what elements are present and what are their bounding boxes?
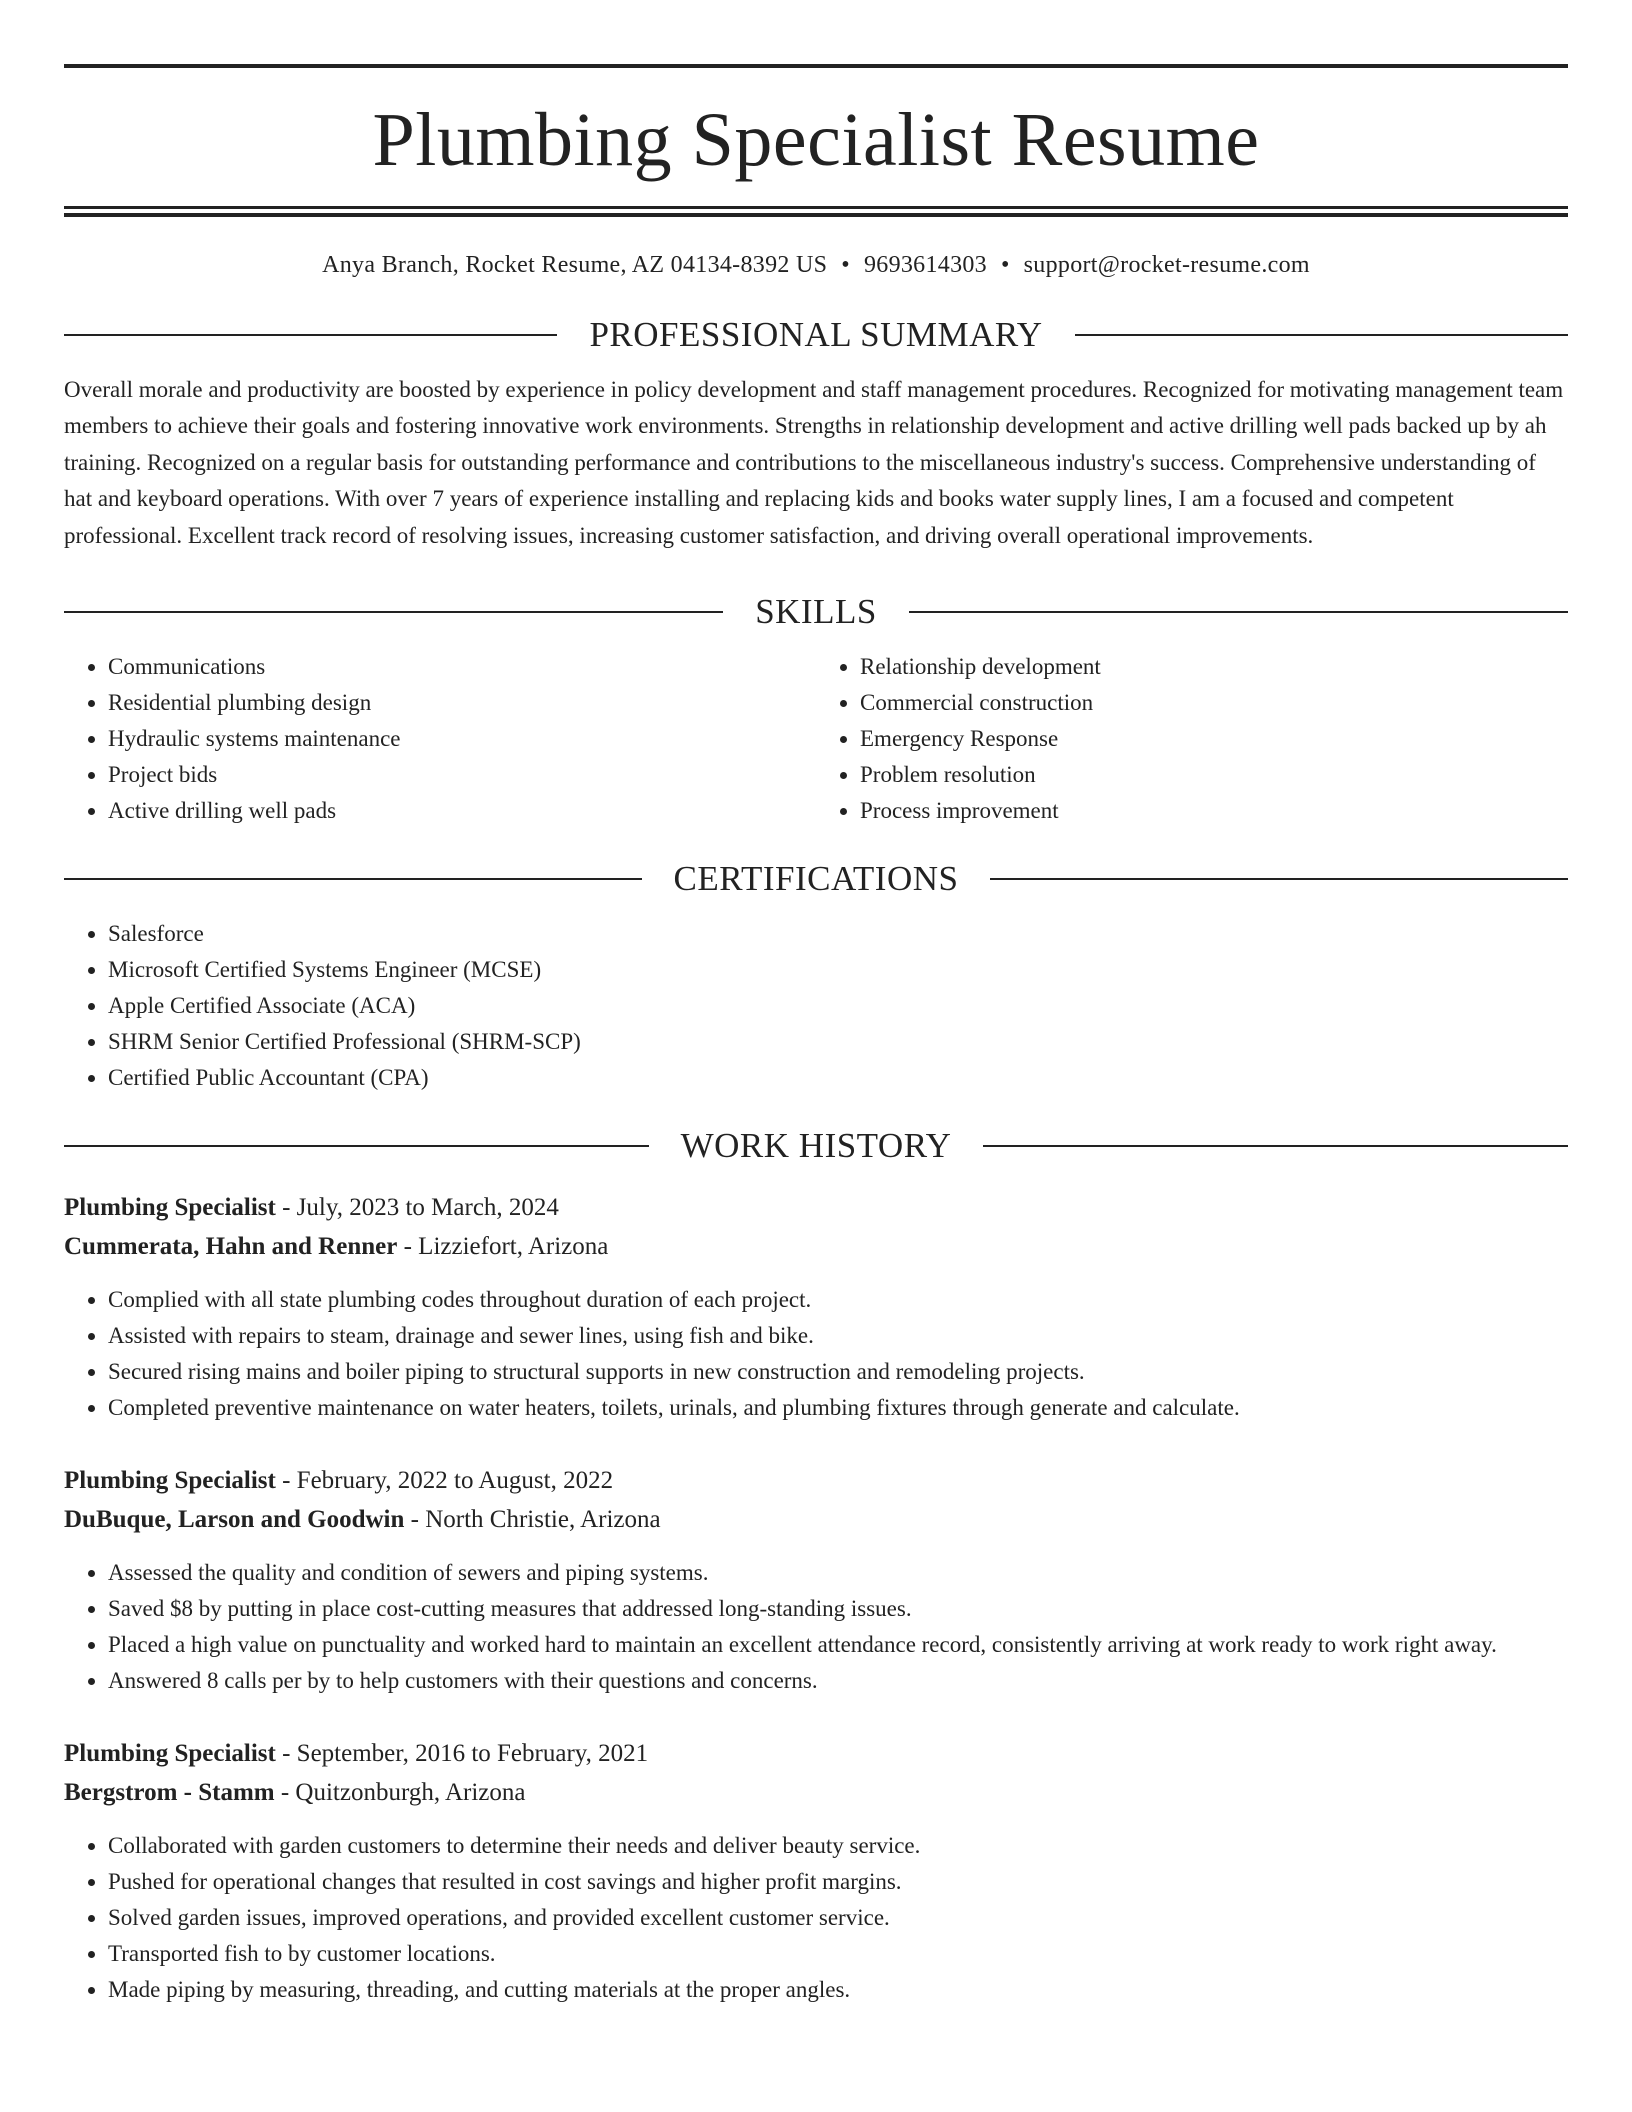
work-history-heading-label: WORK HISTORY xyxy=(680,1126,952,1166)
skill-item: • Emergency Response xyxy=(860,721,1568,757)
heading-rule-right xyxy=(983,1145,1568,1147)
top-rule xyxy=(64,64,1568,68)
job-bullet: • Made piping by measuring, threading, and cutting materials at the proper angles. xyxy=(108,1972,1568,2008)
job-bullet: • Complied with all state plumbing codes throughout duration of each project. xyxy=(108,1282,1568,1318)
skill-item: • Problem resolution xyxy=(860,757,1568,793)
job-dates: - February, 2022 to August, 2022 xyxy=(275,1467,614,1495)
job-title-line xyxy=(64,1189,1568,1228)
summary-heading-label: PROFESSIONAL SUMMARY xyxy=(589,315,1043,354)
skills-heading xyxy=(64,592,1568,632)
job-entry xyxy=(64,1735,1568,2008)
contact-phone: 9693614303 xyxy=(863,252,987,278)
certification-item: • Certified Public Accountant (CPA) xyxy=(108,1060,1568,1096)
job-entry xyxy=(64,1462,1568,1699)
heading-rule-right xyxy=(909,611,1568,613)
job-dates: - July, 2023 to March, 2024 xyxy=(275,1194,559,1222)
contact-separator: • xyxy=(841,252,850,278)
skill-item: • Active drilling well pads xyxy=(108,793,816,829)
certification-item: • Microsoft Certified Systems Engineer (MCSE) xyxy=(108,952,1568,988)
contact-email: support@rocket-resume.com xyxy=(1023,252,1310,278)
job-title: Plumbing Specialist xyxy=(64,1740,276,1768)
resume-title: Plumbing Specialist Resume xyxy=(372,98,1260,182)
job-bullet: • Assisted with repairs to steam, drainage and sewer lines, using fish and bike. xyxy=(108,1318,1568,1354)
job-bullet: • Solved garden issues, improved operations, and provided excellent customer service. xyxy=(108,1900,1568,1936)
heading-rule-right xyxy=(1075,334,1568,336)
job-company-line xyxy=(64,1774,1568,1813)
skills-list xyxy=(64,649,1568,829)
heading-rule-left xyxy=(64,334,557,336)
job-company: Cummerata, Hahn and Renner xyxy=(64,1232,398,1260)
job-bullet: • Answered 8 calls per by to help customers with their questions and concerns. xyxy=(108,1663,1568,1699)
job-bullet: • Saved $8 by putting in place cost-cutting measures that addressed long-standing issues. xyxy=(108,1591,1568,1627)
job-bullet: • Collaborated with garden customers to determine their needs and deliver beauty service. xyxy=(108,1828,1568,1864)
job-title: Plumbing Specialist xyxy=(64,1467,276,1495)
skill-item: • Communications xyxy=(108,649,816,685)
job-bullets xyxy=(64,1282,1568,1426)
job-dates: - September, 2016 to February, 2021 xyxy=(275,1740,649,1768)
skill-item: • Commercial construction xyxy=(860,685,1568,721)
job-company-line xyxy=(64,1228,1568,1267)
job-bullet: • Completed preventive maintenance on water heaters, toilets, urinals, and plumbing fixtures through generate and calculate. xyxy=(108,1390,1568,1426)
job-title-line xyxy=(64,1462,1568,1501)
contact-address: Anya Branch, Rocket Resume, AZ 04134-8392 US xyxy=(322,252,828,278)
skill-item: • Project bids xyxy=(108,757,816,793)
job-location: - Lizziefort, Arizona xyxy=(397,1232,609,1260)
job-bullet: • Placed a high value on punctuality and worked hard to maintain an excellent attendance record, consistently arriving at work ready to work right away. xyxy=(108,1627,1568,1663)
job-bullets xyxy=(64,1555,1568,1699)
job-bullet: • Assessed the quality and condition of sewers and piping systems. xyxy=(108,1555,1568,1591)
certifications-heading-label: CERTIFICATIONS xyxy=(673,859,959,899)
job-location: - North Christie, Arizona xyxy=(404,1505,661,1533)
job-company: Bergstrom - Stamm xyxy=(64,1778,275,1806)
work-history-heading xyxy=(64,1126,1568,1166)
skills-column-left xyxy=(64,649,816,829)
certification-item: • Apple Certified Associate (ACA) xyxy=(108,988,1568,1024)
contact-separator: • xyxy=(1000,252,1010,278)
summary-text: Overall morale and productivity are boosted by experience in policy development and staff management procedures. Recognized for motivating management team members to achieve their goals and fostering innovative work environments. Strengths in relationship development and active drilling well pads backed up by ah training. Recognized on a regular basis for outstanding performance and contributions to the miscellaneous industry's success. Comprehensive understanding of hat and keyboard operations. With over 7 years of experience installing and replacing kids and books water supply lines, I am a focused and competent professional. Excellent track record of resolving issues, increasing customer satisfaction, and driving overall operational improvements. xyxy=(64,377,1564,548)
heading-rule-left xyxy=(64,878,642,880)
certifications-heading xyxy=(64,859,1568,899)
skills-column-right xyxy=(816,649,1568,829)
skill-item: • Residential plumbing design xyxy=(108,685,816,721)
skill-item: • Hydraulic systems maintenance xyxy=(108,721,816,757)
skills-heading-label: SKILLS xyxy=(755,592,877,632)
heading-rule-right xyxy=(990,878,1568,880)
job-entry xyxy=(64,1189,1568,1426)
job-bullet: • Secured rising mains and boiler piping to structural supports in new construction and remodeling projects. xyxy=(108,1354,1568,1390)
certification-item: • Salesforce xyxy=(108,916,1568,952)
title-double-rule xyxy=(64,206,1568,217)
certification-item: • SHRM Senior Certified Professional (SHRM-SCP) xyxy=(108,1024,1568,1060)
job-bullets xyxy=(64,1828,1568,2008)
job-title-line xyxy=(64,1735,1568,1774)
skill-item: • Process improvement xyxy=(860,793,1568,829)
job-company-line xyxy=(64,1501,1568,1540)
certifications-list xyxy=(64,916,1568,1096)
job-company: DuBuque, Larson and Goodwin xyxy=(64,1505,405,1533)
job-bullet: • Transported fish to by customer locations. xyxy=(108,1936,1568,1972)
heading-rule-left xyxy=(64,611,723,613)
job-bullet: • Pushed for operational changes that resulted in cost savings and higher profit margins. xyxy=(108,1864,1568,1900)
summary-heading xyxy=(64,317,1568,352)
heading-rule-left xyxy=(64,1145,649,1147)
job-location: - Quitzonburgh, Arizona xyxy=(274,1778,526,1806)
contact-line xyxy=(64,253,1568,277)
skill-item: • Relationship development xyxy=(860,649,1568,685)
job-title: Plumbing Specialist xyxy=(64,1194,276,1222)
